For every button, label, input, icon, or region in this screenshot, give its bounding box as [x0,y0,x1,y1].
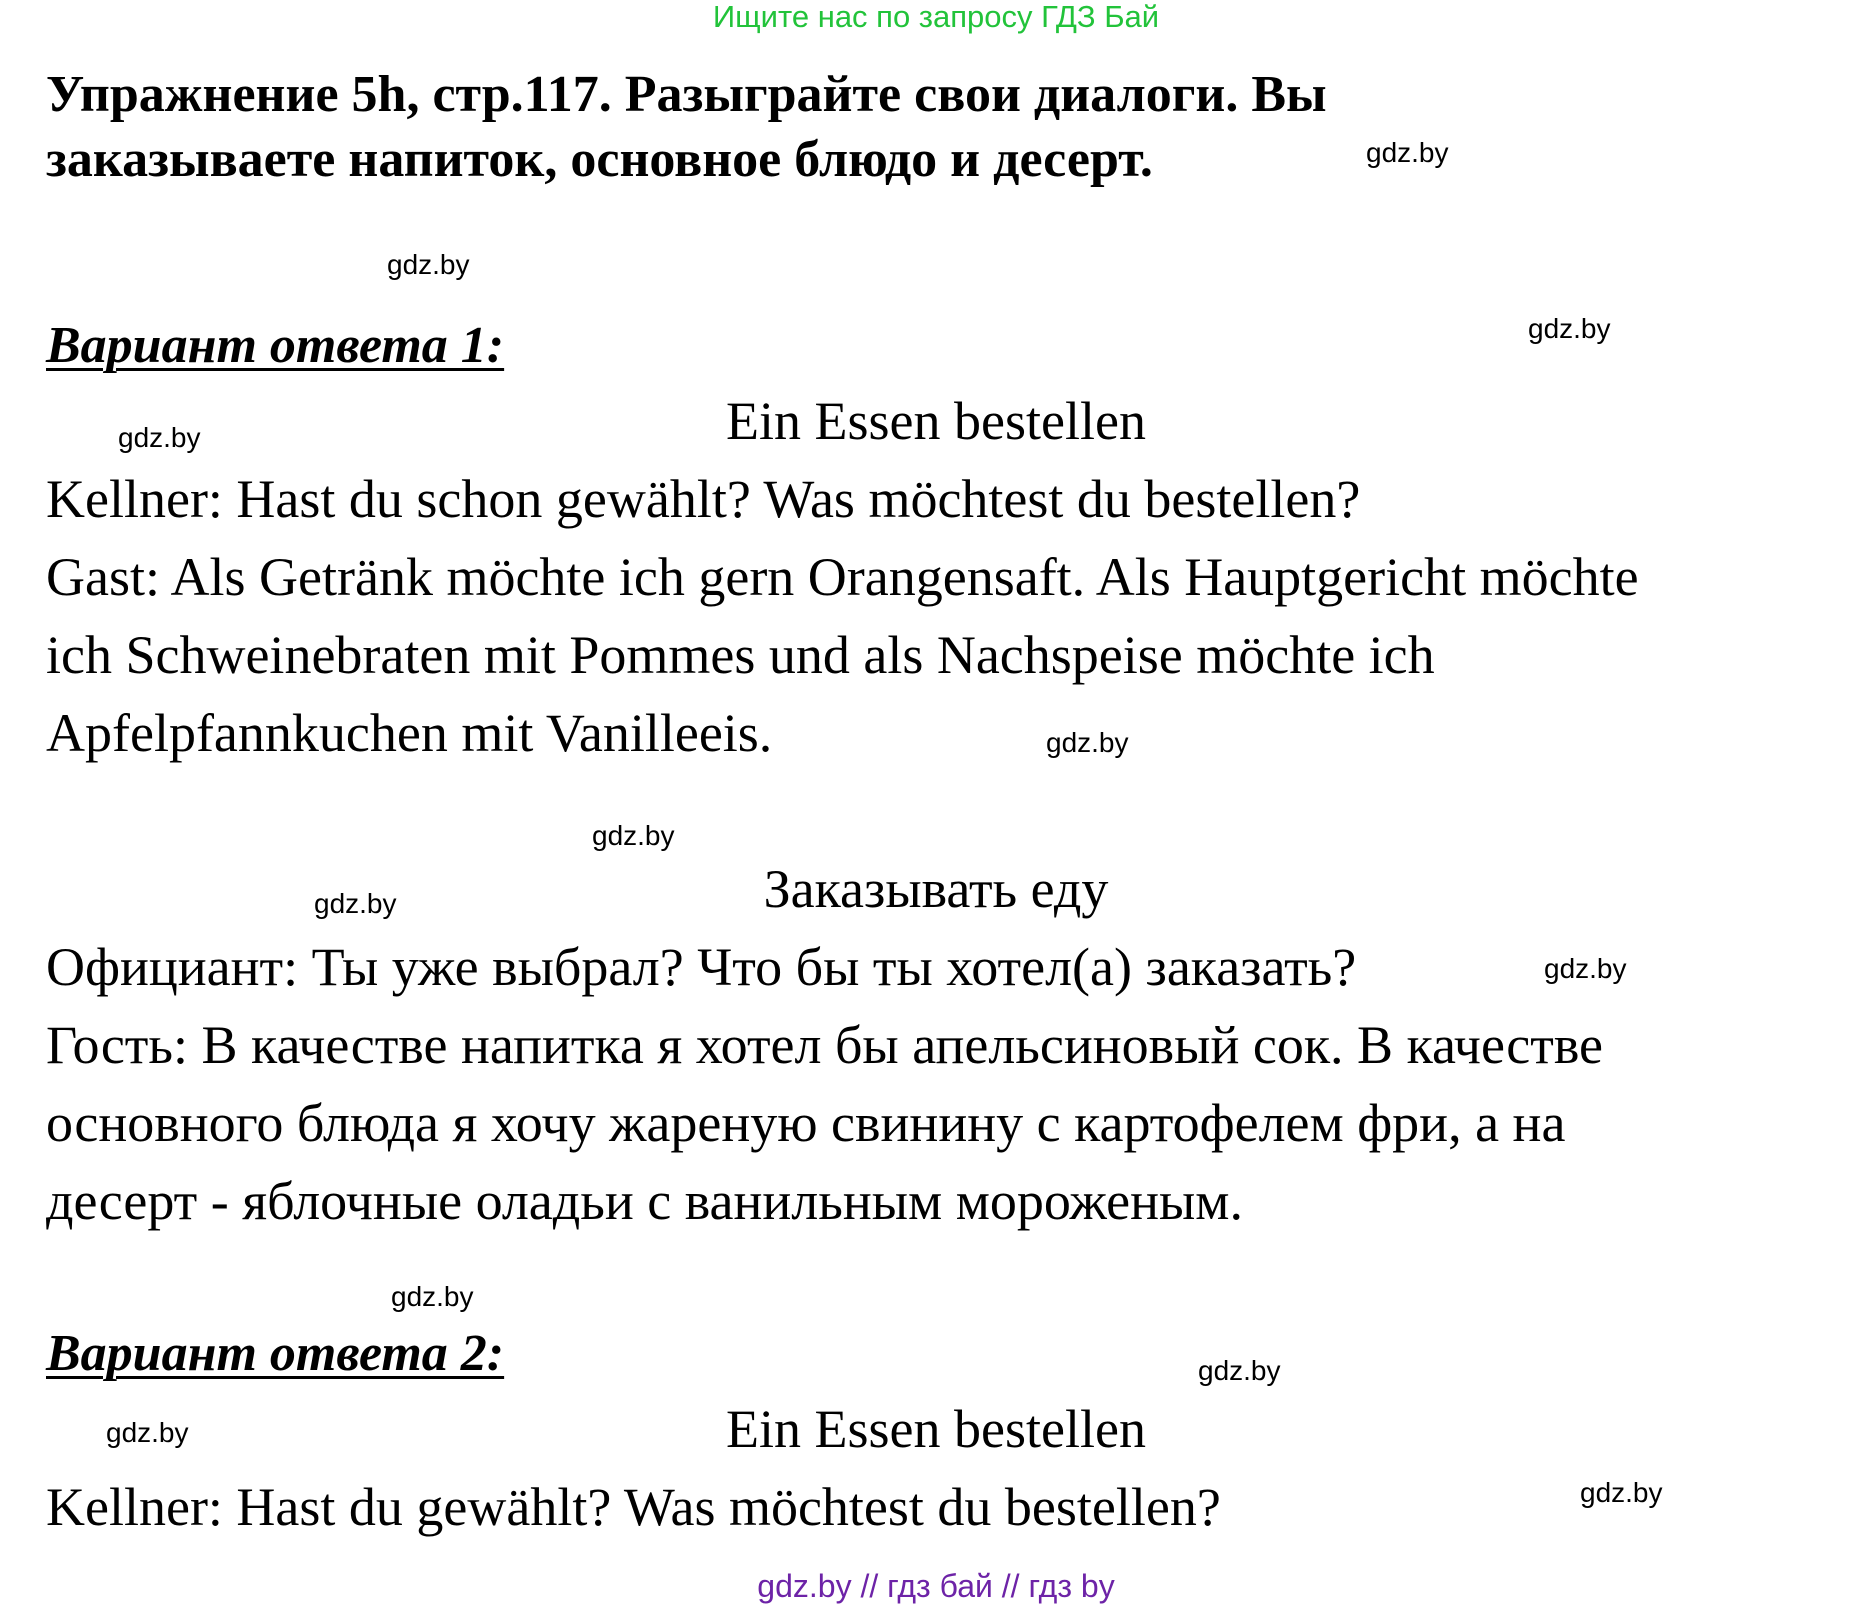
footer-links: gdz.by // гдз бай // гдз by [757,1568,1115,1604]
variant-2-german-line: Kellner: Hast du gewählt? Was möchtest du bestellen? [46,1477,1221,1537]
watermark: gdz.by [592,820,675,851]
variant-1-russian-line: десерт - яблочные оладьи с ванильным мороженым. [46,1171,1243,1231]
variant-1-german-line: Gast: Als Getränk möchte ich gern Orangensaft. Als Hauptgericht möchte [46,547,1639,607]
watermark: gdz.by [118,422,201,453]
watermark: gdz.by [387,249,470,280]
top-banner: Ищите нас по запросу ГДЗ Бай [712,0,1160,34]
variant-1-russian-line: Гость: В качестве напитка я хотел бы апельсиновый сок. В качестве [46,1015,1603,1075]
variant-1-russian-title: Заказывать еду [763,859,1109,919]
variant-1-german-line: Apfelpfannkuchen mit Vanilleeis. [46,703,773,763]
watermark: gdz.by [1528,313,1611,344]
watermark: gdz.by [1580,1477,1663,1508]
variant-1-german-line: ich Schweinebraten mit Pommes und als Nachspeise möchte ich [46,625,1435,685]
watermark: gdz.by [1544,953,1627,984]
variant-1-russian-line: Официант: Ты уже выбрал? Что бы ты хотел(а) заказать? [46,937,1357,997]
watermark: gdz.by [106,1417,189,1448]
exercise-title-line-1: Упражнение 5h, стр.117. Разыграйте свои диалоги. Вы [46,66,1327,123]
variant-1-german-line: Kellner: Hast du schon gewählt? Was möchtest du bestellen? [46,469,1361,529]
variant-1-heading: Вариант ответа 1: [46,317,505,374]
variant-2-german-title: Ein Essen bestellen [726,1399,1146,1459]
watermark: gdz.by [1198,1355,1281,1386]
variant-1-russian-line: основного блюда я хочу жареную свинину с картофелем фри, а на [46,1093,1566,1153]
watermark: gdz.by [1366,137,1449,168]
variant-1-german-title: Ein Essen bestellen [726,391,1146,451]
watermark: gdz.by [391,1281,474,1312]
watermark: gdz.by [1046,727,1129,758]
exercise-title-line-2: заказываете напиток, основное блюдо и десерт. [46,131,1153,188]
watermark: gdz.by [314,888,397,919]
variant-2-heading: Вариант ответа 2: [46,1325,505,1382]
